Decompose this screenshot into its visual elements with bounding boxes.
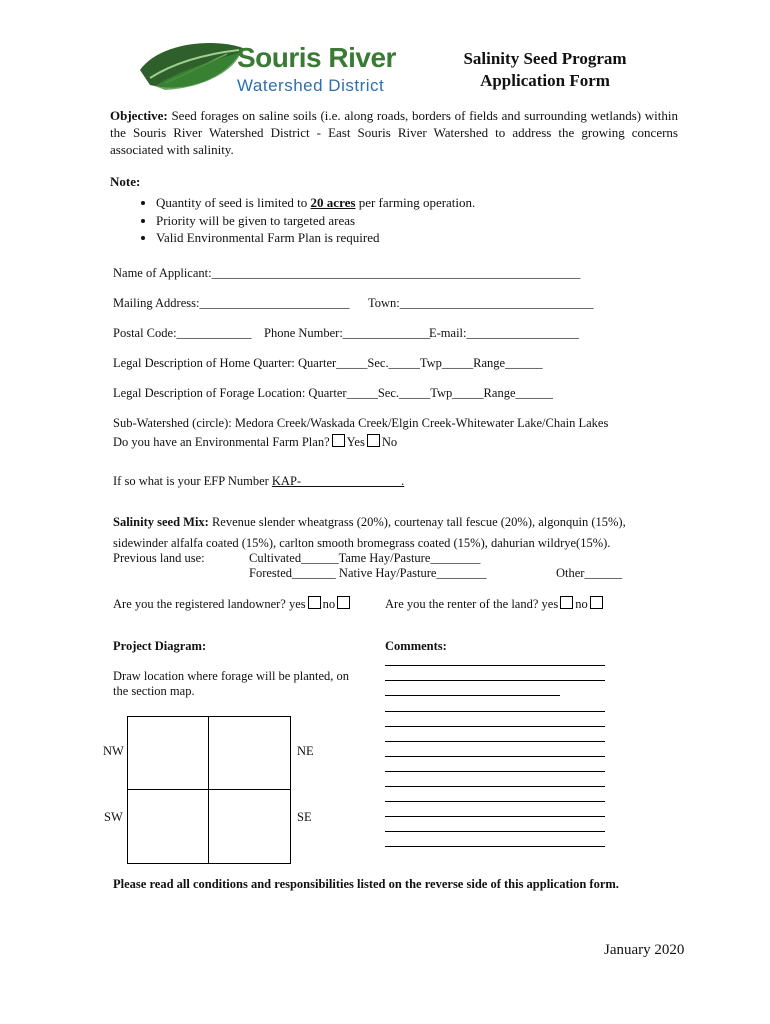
mailing-address-field[interactable]: Mailing Address:________________________ bbox=[113, 296, 350, 310]
title-line-1: Salinity Seed Program bbox=[463, 49, 627, 68]
note-section bbox=[110, 174, 670, 247]
applicant-name-field[interactable]: Name of Applicant:___________________________________________________________ bbox=[113, 266, 581, 280]
seed-mix-line-2: sidewinder alfalfa coated (15%), carlton smooth bromegrass coated (15%), dahurian wildrye(15%). bbox=[113, 536, 611, 550]
seed-mix-line-1: Revenue slender wheatgrass (20%), courtenay tall fescue (20%), algonquin (15%), bbox=[208, 515, 626, 529]
logo-name: Souris River bbox=[237, 42, 396, 73]
efp-yes-checkbox[interactable] bbox=[332, 434, 345, 447]
project-diagram-label: Project Diagram: bbox=[113, 639, 207, 653]
seed-mix-section bbox=[113, 512, 693, 554]
comment-line[interactable] bbox=[385, 786, 605, 787]
renter-yes-checkbox[interactable] bbox=[560, 596, 573, 609]
renter-no-checkbox[interactable] bbox=[590, 596, 603, 609]
section-map[interactable] bbox=[127, 716, 291, 864]
logo bbox=[135, 38, 405, 110]
quadrant-se-label: SE bbox=[297, 810, 312, 824]
efp-no-label: No bbox=[381, 435, 398, 449]
note-item-efp: • Valid Environmental Farm Plan is required bbox=[156, 229, 670, 247]
legal-home-quarter-field[interactable]: Legal Description of Home Quarter: Quarter_____Sec._____Twp_____Range______ bbox=[113, 356, 543, 370]
comment-line[interactable] bbox=[385, 771, 605, 772]
comment-line[interactable] bbox=[385, 695, 560, 696]
note-item-seed-limit: • Quantity of seed is limited to 20 acres per farming operation. bbox=[156, 194, 670, 212]
reverse-side-notice: Please read all conditions and responsibilities listed on the reverse side of this application form. bbox=[113, 877, 619, 891]
leaf-logo-icon bbox=[135, 40, 245, 95]
sub-watershed-field[interactable]: Sub-Watershed (circle): Medora Creek/Waskada Creek/Elgin Creek-Whitewater Lake/Chain Lakes bbox=[113, 416, 609, 430]
landowner-yes-checkbox[interactable] bbox=[308, 596, 321, 609]
comment-line[interactable] bbox=[385, 680, 605, 681]
quadrant-nw-label: NW bbox=[103, 744, 124, 758]
acre-limit: 20 acres bbox=[310, 195, 356, 210]
comment-line[interactable] bbox=[385, 665, 605, 666]
form-date: January 2020 bbox=[604, 942, 685, 958]
quadrant-ne-label: NE bbox=[297, 744, 314, 758]
comment-line[interactable] bbox=[385, 756, 605, 757]
land-use-label: Previous land use: bbox=[113, 551, 205, 565]
note-list bbox=[110, 194, 670, 247]
efp-question: Do you have an Environmental Farm Plan? Yes No bbox=[113, 435, 398, 449]
logo-subtitle: Watershed District bbox=[237, 76, 385, 95]
landowner-no-checkbox[interactable] bbox=[337, 596, 350, 609]
efp-no-checkbox[interactable] bbox=[367, 434, 380, 447]
comment-line[interactable] bbox=[385, 816, 605, 817]
title-line-2: Application Form bbox=[480, 71, 610, 90]
comment-line[interactable] bbox=[385, 801, 605, 802]
land-use-forested[interactable]: Forested_______ Native Hay/Pasture________ bbox=[249, 566, 487, 580]
comment-line[interactable] bbox=[385, 726, 605, 727]
comment-line[interactable] bbox=[385, 846, 605, 847]
objective-paragraph bbox=[110, 107, 678, 158]
seed-mix-label: Salinity seed Mix: bbox=[113, 515, 209, 529]
objective-label: Objective: bbox=[110, 108, 168, 123]
quadrant-sw-label: SW bbox=[104, 810, 123, 824]
efp-number-value: KAP-________________. bbox=[271, 474, 405, 488]
landowner-question: Are you the registered landowner? yes no bbox=[113, 596, 352, 612]
section-map-horizontal-divider bbox=[128, 789, 290, 790]
note-label: Note: bbox=[110, 174, 141, 189]
renter-question: Are you the renter of the land? yes no bbox=[385, 596, 605, 612]
comments-label: Comments: bbox=[385, 639, 447, 653]
comment-line[interactable] bbox=[385, 831, 605, 832]
town-field[interactable]: Town:_______________________________ bbox=[368, 296, 594, 310]
form-title bbox=[440, 48, 650, 92]
postal-code-field[interactable]: Postal Code:____________ bbox=[113, 326, 252, 340]
comment-line[interactable] bbox=[385, 741, 605, 742]
land-use-cultivated[interactable]: Cultivated______Tame Hay/Pasture________ bbox=[249, 551, 481, 565]
comment-line[interactable] bbox=[385, 711, 605, 712]
project-instruction: Draw location where forage will be planted, on the section map. bbox=[113, 669, 350, 698]
objective-text: Seed forages on saline soils (i.e. along roads, borders of fields and surrounding wetlands) within the Souris River Watershed District - East Souris River Watershed to address the growing concerns associated with salinity. bbox=[110, 108, 678, 157]
note-item-priority: • Priority will be given to targeted areas bbox=[156, 212, 670, 230]
legal-forage-location-field[interactable]: Legal Description of Forage Location: Quarter_____Sec._____Twp_____Range______ bbox=[113, 386, 553, 400]
efp-yes-label: Yes bbox=[346, 435, 365, 449]
phone-number-field[interactable]: Phone Number:______________ bbox=[264, 326, 431, 340]
land-use-other[interactable]: Other______ bbox=[556, 566, 622, 580]
efp-number-field[interactable]: If so what is your EFP Number KAP-________________. bbox=[113, 474, 405, 488]
email-field[interactable]: E-mail:__________________ bbox=[429, 326, 579, 340]
